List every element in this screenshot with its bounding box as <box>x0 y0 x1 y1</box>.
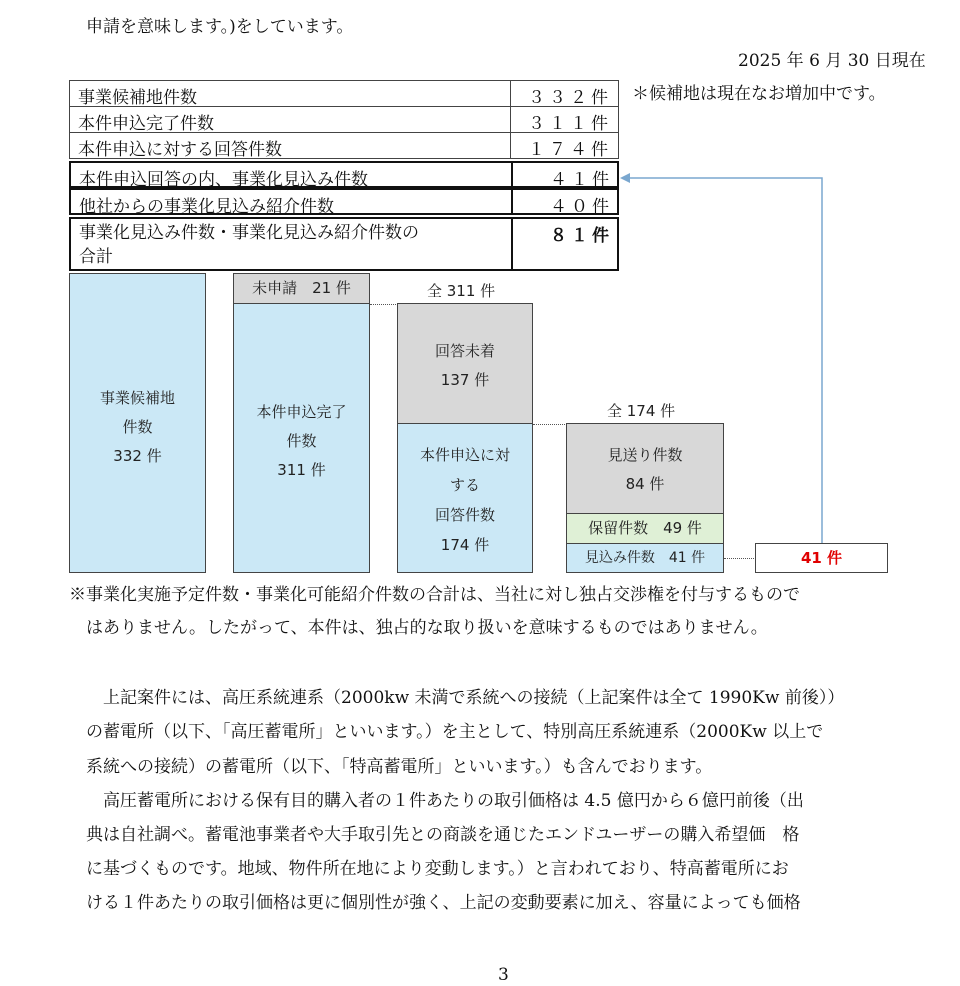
body-line: の蓄電所（以下、「高圧蓄電所」といいます。）を主として、特別高圧系統連系（2000Kw 以上で <box>86 722 824 742</box>
total-label: 事業化見込み件数・事業化見込み紹介件数の 合計 <box>79 223 419 267</box>
row-value: ４１件 <box>550 170 613 190</box>
row-value: ３３２件 <box>528 88 612 108</box>
row-value: １７４件 <box>528 140 612 160</box>
body-line: ける１件あたりの取引価格は更に個別性が強く、上記の変動要素に加え、容量によっても価格 <box>86 893 801 913</box>
total-value: ８１件 <box>550 226 613 246</box>
row-label: 他社からの事業化見込み紹介件数 <box>79 197 334 217</box>
held-box: 保留件数 49 件 <box>566 513 724 544</box>
row-label: 本件申込に対する回答件数 <box>78 140 282 160</box>
body-line: 高圧蓄電所における保有目的購入者の１件あたりの取引価格は 4.5 億円から６億円前後（出 <box>86 791 804 811</box>
row-value: ３１１件 <box>528 114 612 134</box>
unapplied-box: 未申請 21 件 <box>233 273 370 304</box>
disclaimer-line: ※事業化実施予定件数・事業化可能紹介件数の合計は、当社に対し独占交渉権を付与するもので <box>69 585 800 605</box>
date-label: 2025 年 6 月 30 日現在 <box>738 51 926 71</box>
note-right: ＊候補地は現在なお増加中です。 <box>632 84 886 104</box>
disclaimer-line: はありません。したがって、本件は、独占的な取り扱いを意味するものではありません。 <box>86 618 768 638</box>
row-value: ４０件 <box>550 197 613 217</box>
intro-line: 申請を意味します。)をしています。 <box>86 17 354 37</box>
prospect-box: 見込み件数 41 件 <box>566 543 724 573</box>
row-label: 本件申込完了件数 <box>78 114 214 134</box>
applied-box: 本件申込完了 件数 311 件 <box>233 303 370 573</box>
body-line: 上記案件には、高圧系統連系（2000kw 未満で系統への接続（上記案件は全て 1990Kw 前後）） <box>86 688 845 708</box>
result-box: 41 件 <box>755 543 888 573</box>
answered-box: 本件申込に対 する 回答件数 174 件 <box>397 423 533 573</box>
total-174-label: 全 174 件 <box>607 402 676 420</box>
total-311-label: 全 311 件 <box>427 282 496 300</box>
row-label: 本件申込回答の内、事業化見込み件数 <box>79 170 368 190</box>
body-line: に基づくものです。地域、物件所在地により変動します。）と言われており、特高蓄電所にお <box>86 859 789 879</box>
body-line: 典は自社調べ。蓄電池事業者や大手取引先との商談を通じたエンドユーザーの購入希望価 格 <box>86 825 800 845</box>
declined-box: 見送り件数 84 件 <box>566 423 724 514</box>
row-label: 事業候補地件数 <box>78 88 197 108</box>
body-line: 系統への接続）の蓄電所（以下、「特高蓄電所」といいます。）も含んでおります。 <box>86 757 713 777</box>
page-number: 3 <box>498 965 509 985</box>
candidate-box: 事業候補地 件数 332 件 <box>69 273 206 573</box>
pending-box: 回答未着 137 件 <box>397 303 533 424</box>
